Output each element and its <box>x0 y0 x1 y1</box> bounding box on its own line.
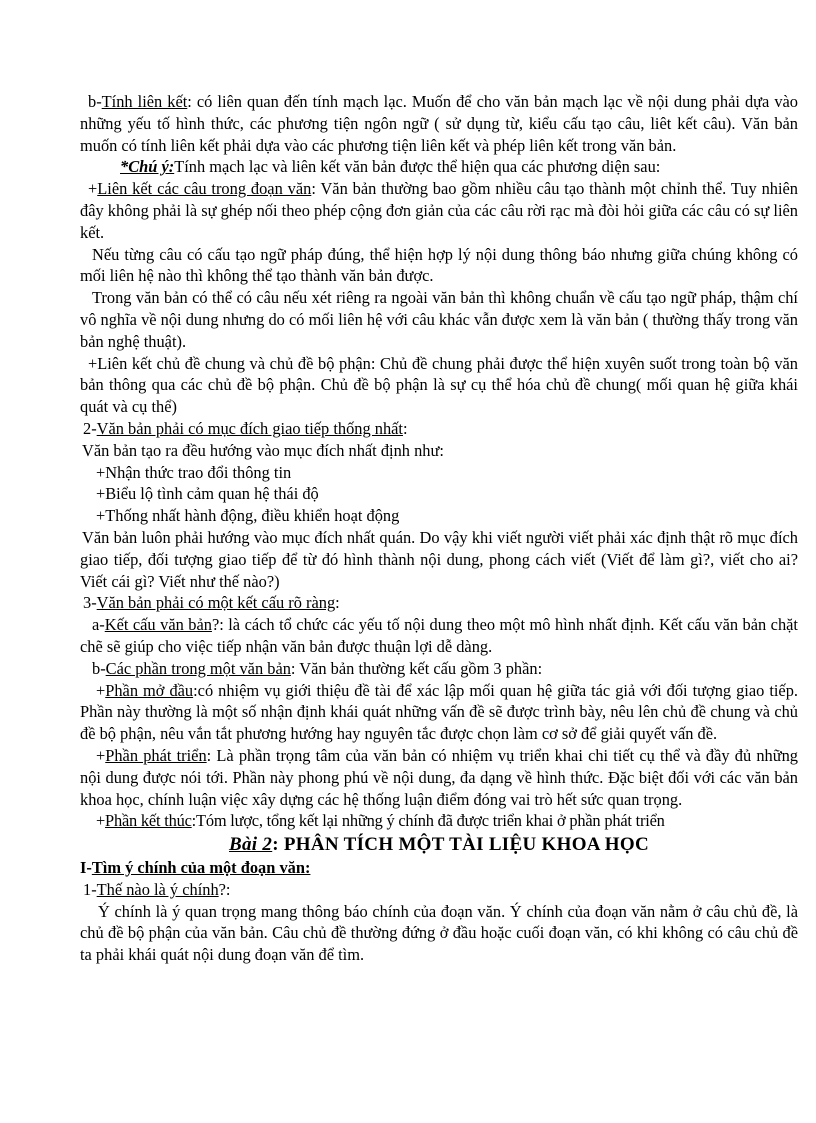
paragraph-lien-ket-cau: +Liên kết các câu trong đoạn văn: Văn bản thường bao gồm nhiều câu tạo thành một chỉnh thể. Tuy nhiên đây không phải là sự ghép nối theo phép cộng đơn giản của các câu rời rạc mà đòi hỏi giữa các câu có sự liên kết. <box>80 179 798 242</box>
term-y-chinh: Thế nào là ý chính <box>96 879 219 899</box>
paragraph-cac-phan: b-Các phần trong một văn bản: Văn bản thường kết cấu gồm 3 phần: <box>92 658 543 678</box>
paragraph-cau-nghe-thuat: Trong văn bản có thể có câu nếu xét riêng ra ngoài văn bản thì không chuẩn về cấu tạo ngữ pháp, thậm chí vô nghĩa về nội dung nhưng do có mối liên hệ với câu khác vẫn được xem là văn bản ( thường thấy trong văn bản nghệ thuật). <box>80 288 798 351</box>
list-item-1: +Nhận thức trao đổi thông tin <box>96 462 292 482</box>
title-label: Bài 2 <box>229 834 273 856</box>
term-mo-dau: Phần mở đầu <box>105 680 194 700</box>
term-ket-cau-van-ban: Kết cấu văn bản <box>104 615 212 635</box>
heading-muc-dich: 2-Văn bản phải có mục đích giao tiếp thống nhất: <box>83 418 408 438</box>
term-lien-ket-cau: Liên kết các câu trong đoạn văn <box>97 179 312 199</box>
document-page <box>80 91 798 966</box>
paragraph-huong-muc-dich: Văn bản tạo ra đều hướng vào mục đích nhất định như: <box>82 440 444 460</box>
note-paragraph: *Chú ý:Tính mạch lạc và liên kết văn bản được thể hiện qua các phương diện sau: <box>120 157 661 177</box>
paragraph-ngu-phap: Nếu từng câu có cấu tạo ngữ pháp đúng, thể hiện hợp lý nội dung thông báo nhưng giữa chúng không có mối liên hệ nào thì không thể tạo thành văn bản được. <box>80 244 798 286</box>
paragraph-y-chinh: Ý chính là ý quan trọng mang thông báo chính của đoạn văn. Ý chính của đoạn văn nằm ở câu chủ đề, là chủ đề bộ phận của văn bản. Câu chủ đề thường đứng ở đầu hoặc cuối đoạn văn, có khi không có câu chủ đề ta phải khái quát nội dung đoạn văn để tìm. <box>80 901 798 965</box>
term-tim-y-chinh: Tìm ý chính của một đoạn văn: <box>91 858 311 878</box>
heading-ket-cau: 3-Văn bản phải có một kết cấu rõ ràng: <box>83 593 340 613</box>
subheading-y-chinh: 1-Thế nào là ý chính?: <box>83 879 231 899</box>
term-ket-cau: Văn bản phải có một kết cấu rõ ràng <box>96 593 336 613</box>
note-label: *Chú ý: <box>120 157 175 177</box>
paragraph-ket-cau-van-ban: a-Kết cấu văn bản?: là cách tổ chức các yếu tố nội dung theo một mô hình nhất định. Kết cấu văn bản chặt chẽ sẽ giúp cho việc tiếp nhận văn bản được thuận lợi dễ dàng. <box>80 615 798 656</box>
term-phat-trien: Phần phát triển <box>105 745 207 765</box>
paragraph-phat-trien: +Phần phát triển: Là phần trọng tâm của văn bản có nhiệm vụ triển khai chi tiết cụ thể và đầy đủ những nội dung được nói tới. Phần này phong phú về nội dung, đa dạng về hình thức. Đặc biệt đối với các văn bản khoa học, chính luận việc xây dựng các hệ thống luận điểm đóng vai trò hết sức quan trọng. <box>80 745 798 809</box>
list-item-3: +Thống nhất hành động, điều khiển hoạt động <box>96 506 400 526</box>
list-item-2: +Biểu lộ tình cảm quan hệ thái độ <box>96 484 319 504</box>
page-title: Bài 2: PHÂN TÍCH MỘT TÀI LIỆU KHOA HỌC <box>229 834 649 856</box>
term-muc-dich: Văn bản phải có mục đích giao tiếp thống nhất <box>96 418 403 438</box>
term-tinh-lien-ket: Tính liên kết <box>101 92 188 111</box>
section-heading: I-Tìm ý chính của một đoạn văn: <box>80 858 311 878</box>
paragraph-nhat-quan: Văn bản luôn phải hướng vào mục đích nhất quán. Do vậy khi viết người viết phải xác định thật rõ mục đích giao tiếp, đối tượng giao tiếp để từ đó hình thành nội dung, phong cách viết (Viết để làm gì?, viết cho ai? Viết cái gì? Viết như thế nào?) <box>80 527 798 591</box>
term-ket-thuc: Phần kết thúc <box>105 811 192 831</box>
paragraph-mo-dau: +Phần mở đầu:có nhiệm vụ giới thiệu đề tài để xác lập mối quan hệ giữa tác giả với đối tượng giao tiếp. Phần này thường là một số nhận định khái quát những vấn đề sẽ được trình bày, nêu lên chủ đề chung và chủ đề bộ phận, nêu vắn tắt phương hướng hay nguyên tắc được chọn làm cơ sở để giải quyết vấn đề. <box>80 680 798 744</box>
paragraph-chu-de: +Liên kết chủ đề chung và chủ đề bộ phận: Chủ đề chung phải được thể hiện xuyên suốt trong toàn bộ văn bản thông qua các chủ đề bộ phận. Chủ đề bộ phận là sự cụ thể hóa chủ đề chung( mối quan hệ giữa khái quát và cụ thể) <box>80 353 798 417</box>
paragraph-lien-ket: b-Tính liên kết: có liên quan đến tính mạch lạc. Muốn để cho văn bản mạch lạc về nội dung phải dựa vào những yếu tố hình thức, các phương tiện ngôn ngữ ( sử dụng từ, kiểu cấu tạo câu, liêt kết câu). Văn bản muốn có tính liên kết phải dựa vào các phương tiện liên kết và phép liên kết trong văn bản. <box>80 92 798 155</box>
term-cac-phan: Các phần trong một văn bản <box>105 658 291 678</box>
paragraph-ket-thuc: +Phần kết thúc:Tóm lược, tổng kết lại những ý chính đã được triển khai ở phần phát triển <box>96 811 665 831</box>
